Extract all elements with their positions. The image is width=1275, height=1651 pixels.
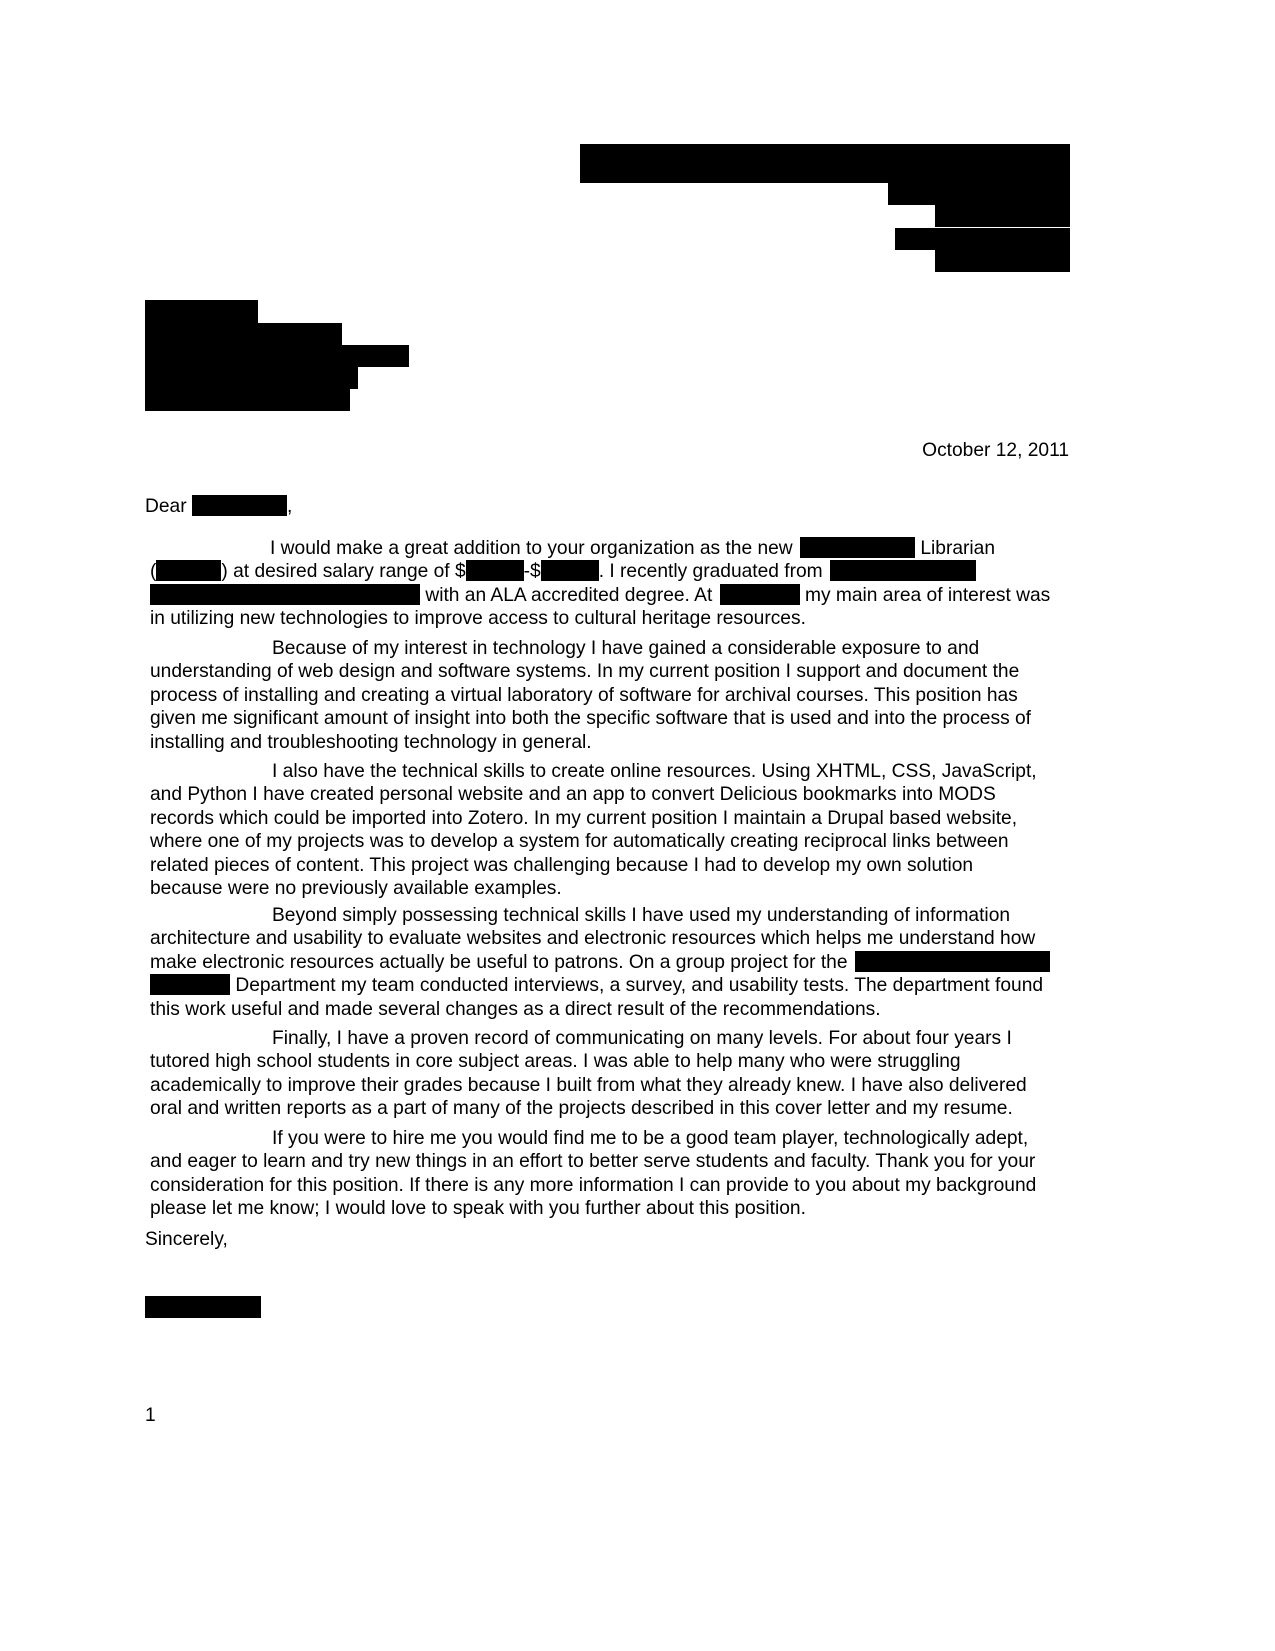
p5-line-3	[150, 1074, 1100, 1097]
p2-line-2	[150, 660, 1100, 683]
redacted-recipient-line-1	[145, 300, 258, 323]
p1-line-3	[150, 584, 1100, 607]
redacted-salary-max	[541, 560, 599, 581]
p1-text-3b: my main area of interest was	[804, 584, 1051, 606]
redacted-sender-line-3	[935, 205, 1070, 227]
p4-line-4	[150, 974, 1100, 997]
redacted-sender-line-4	[895, 228, 1070, 250]
p3-line-4	[150, 830, 1100, 853]
salutation-comma: ,	[286, 496, 293, 517]
redacted-salary-min	[466, 560, 524, 581]
p5-line-2	[150, 1050, 1100, 1073]
p1-text-1b: Librarian	[920, 538, 996, 559]
p2-line-5	[150, 731, 1100, 754]
p6-line-4	[150, 1197, 1100, 1220]
p3-text-5: related pieces of content. This project was challenging because I had to develop my own solution	[150, 854, 974, 876]
p1-line-2	[150, 560, 1100, 583]
p5-line-1	[150, 1027, 1100, 1050]
p2-text-4: given me significant amount of insight into both the specific software that is used and into the process of	[150, 708, 1031, 730]
redacted-recipient-line-3	[145, 345, 409, 367]
redacted-school-program	[150, 584, 420, 605]
p4-text-5: this work useful and made several changes as a direct result of the recommendations.	[150, 998, 881, 1020]
page-number: 1	[145, 1405, 156, 1426]
p2-text-5: installing and troubleshooting technology in general.	[150, 731, 592, 753]
redacted-recipient-line-2	[145, 323, 342, 345]
redacted-position-title	[800, 537, 915, 558]
p6-text-2: and eager to learn and try new things in an effort to better serve students and faculty. Thank you for your	[150, 1151, 1036, 1173]
closing: Sincerely,	[145, 1229, 228, 1250]
p1-text-2c: -$	[523, 561, 541, 583]
p1-line-1	[150, 537, 1100, 560]
p2-text-1: Because of my interest in technology I have gained a considerable exposure to and	[272, 638, 980, 659]
letter-date: October 12, 2011	[922, 440, 1069, 461]
p6-line-2	[150, 1150, 1100, 1173]
redacted-sender-line-2	[888, 183, 1070, 205]
p4-line-2	[150, 927, 1100, 950]
p4-line-3	[150, 951, 1100, 974]
redacted-sender-line-5	[935, 250, 1070, 272]
p1-line-4	[150, 607, 1100, 630]
redacted-signature-name	[145, 1296, 261, 1318]
redacted-school-name	[830, 560, 976, 581]
redacted-recipient-line-4	[145, 367, 358, 389]
p3-line-5	[150, 854, 1100, 877]
salutation	[145, 495, 292, 519]
p6-text-4: please let me know; I would love to speak with you further about this position.	[150, 1198, 806, 1220]
redacted-school-short	[720, 584, 800, 605]
p3-line-1	[150, 760, 1100, 783]
redacted-position-code	[156, 560, 221, 581]
p1-text-4: in utilizing new technologies to improve access to cultural heritage resources.	[150, 608, 806, 630]
p3-text-3: records which could be imported into Zotero. In my current position I maintain a Drupal based website,	[150, 807, 1018, 829]
paragraph-3	[150, 760, 1100, 900]
p3-line-3	[150, 807, 1100, 830]
p2-text-2: understanding of web design and software systems. In my current position I support and document the	[150, 661, 1020, 683]
redacted-department-name	[855, 951, 1050, 972]
p2-line-3	[150, 684, 1100, 707]
p5-text-4: oral and written reports as a part of many of the projects described in this cover letter and my resume.	[150, 1098, 1013, 1120]
p1-text-2b: ) at desired salary range of $	[221, 561, 466, 583]
p4-line-5	[150, 998, 1100, 1021]
p5-text-1: Finally, I have a proven record of communicating on many levels. For about four years I	[272, 1028, 1012, 1049]
p5-line-4	[150, 1097, 1100, 1120]
p6-line-3	[150, 1174, 1100, 1197]
p6-text-3: consideration for this position. If there is any more information I can provide to you about my background	[150, 1174, 1037, 1196]
paragraph-6	[150, 1127, 1100, 1221]
p3-text-4: where one of my projects was to develop a system for automatically creating reciprocal links between	[150, 831, 1009, 853]
p1-text-1a: I would make a great addition to your organization as the new	[270, 538, 793, 559]
p3-text-2: and Python I have created personal website and an app to convert Delicious bookmarks into MODS	[150, 784, 996, 806]
p4-text-3: make electronic resources actually be useful to patrons. On a group project for the	[150, 951, 848, 973]
p1-text-2a: (	[150, 561, 157, 583]
p3-text-1: I also have the technical skills to create online resources. Using XHTML, CSS, JavaScript,	[272, 761, 1037, 782]
p4-text-2: architecture and usability to evaluate websites and electronic resources which helps me understand how	[150, 928, 1036, 950]
redacted-sender-line-1	[580, 144, 1070, 183]
p2-line-4	[150, 707, 1100, 730]
p3-line-2	[150, 783, 1100, 806]
paragraph-5	[150, 1027, 1100, 1121]
paragraph-1	[150, 537, 1100, 631]
p2-line-1	[150, 637, 1100, 660]
redacted-recipient-name	[192, 495, 287, 516]
paragraph-4	[150, 904, 1100, 1021]
p3-line-6	[150, 877, 1100, 900]
redacted-department-name-cont	[150, 974, 230, 995]
p4-text-1: Beyond simply possessing technical skills I have used my understanding of information	[272, 905, 1011, 926]
p1-text-3a: with an ALA accredited degree. At	[425, 584, 713, 606]
redacted-recipient-line-5	[145, 389, 350, 411]
salutation-word: Dear	[145, 496, 187, 517]
p4-line-1	[150, 904, 1100, 927]
p5-text-3: academically to improve their grades because I built from what they already knew. I have also delivered	[150, 1074, 1027, 1096]
p6-text-1: If you were to hire me you would find me to be a good team player, technologically adept,	[272, 1128, 1029, 1149]
p3-text-6: because were no previously available examples.	[150, 877, 562, 899]
p6-line-1	[150, 1127, 1100, 1150]
paragraph-2	[150, 637, 1100, 754]
p5-text-2: tutored high school students in core subject areas. I was able to help many who were struggling	[150, 1051, 961, 1073]
p1-text-2d: . I recently graduated from	[598, 561, 823, 583]
p2-text-3: process of installing and creating a virtual laboratory of software for archival courses. This position has	[150, 684, 1018, 706]
p4-text-4: Department my team conducted interviews, a survey, and usability tests. The department found	[235, 975, 1044, 997]
